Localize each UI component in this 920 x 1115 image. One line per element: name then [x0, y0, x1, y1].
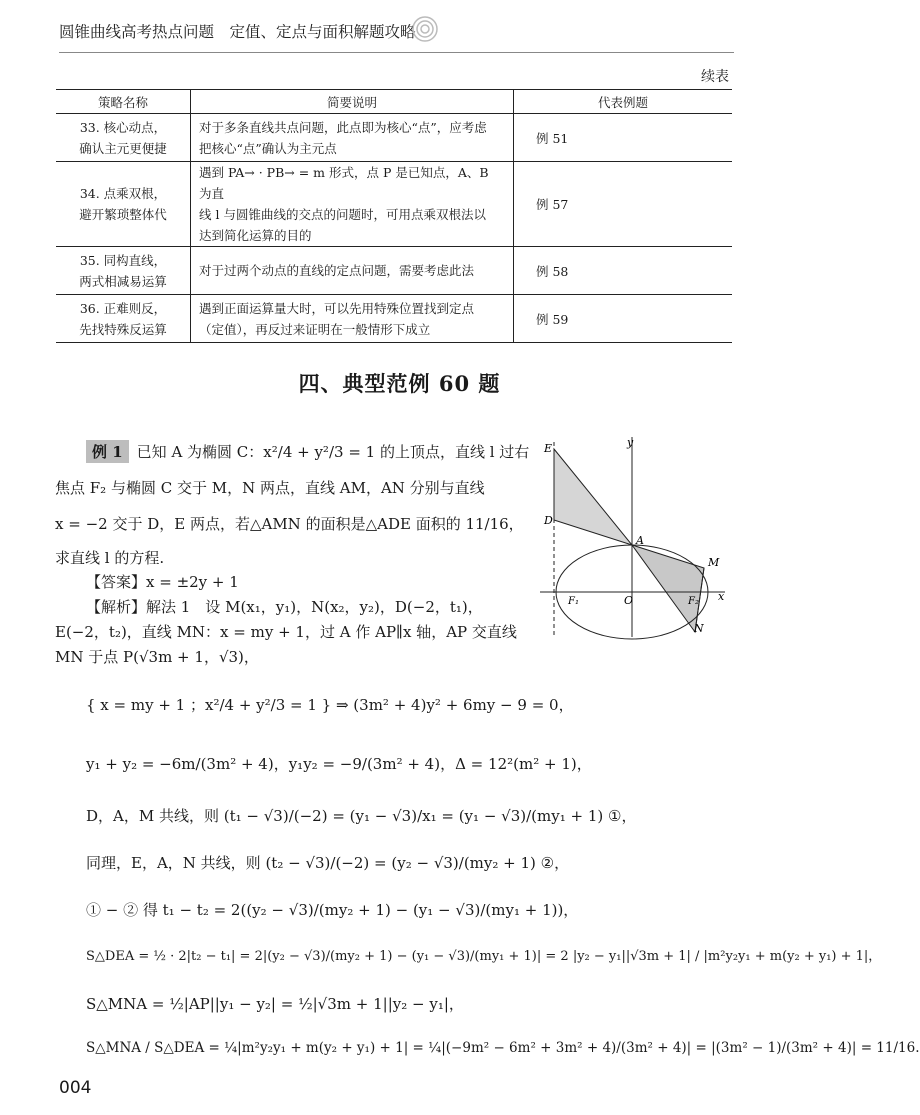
label-a: A [636, 534, 644, 547]
strategy-example: 例 59 [514, 295, 733, 343]
strategy-name: 34. 点乘双根， 避开繁琐整体代 [56, 162, 191, 247]
table-continued-label: 续表 [701, 69, 729, 85]
col-header-description: 简要说明 [191, 90, 514, 114]
strategy-desc: 对于多条直线共点问题，此点即为核心“点”，应考虑 把核心“点”确认为主元点 [191, 114, 514, 162]
triangle-ade [554, 449, 632, 545]
strategy-desc: 遇到 PA→ · PB→ = m 形式，点 P 是已知点，A、B 为直 线 l 与圆锥曲线的交点的问题时，可用点乘双根法以 达到简化运算的目的 [191, 162, 514, 247]
header-rule [59, 52, 734, 53]
col-header-strategy: 策略名称 [56, 90, 191, 114]
table-row [56, 247, 732, 295]
triangle-amn [632, 545, 704, 632]
table-row [56, 162, 732, 247]
label-n: N [694, 622, 704, 635]
solution-line: E(−2，t₂)，直线 MN：x = my + 1，过 A 作 AP∥x 轴，AP 交直线 [55, 623, 517, 641]
answer-line: 【答案】x = ±2y + 1 [86, 573, 239, 591]
label-y: y [627, 436, 634, 449]
col-header-example: 代表例题 [514, 90, 733, 114]
strategy-table [56, 89, 732, 343]
strategy-name: 35. 同构直线， 两式相减易运算 [56, 247, 191, 295]
strategy-desc: 对于过两个动点的直线的定点问题，需要考虑此法 [191, 247, 514, 295]
label-d: D [544, 514, 553, 527]
solution-line: S△MNA / S△DEA = ¼|m²y₂y₁ + m(y₂ + y₁) + 1| = ¼|(−9m² − 6m² + 3m² + 4)/(3m² + 4)| = |(3m² − 1)/(3m² + 4)| = 11/16. [86, 1040, 920, 1056]
section-title: 四、典型范例 60 题 [298, 371, 501, 396]
solution-line: 同理，E，A，N 共线，则 (t₂ − √3)/(−2) = (y₂ − √3)/(my₂ + 1) ②， [86, 854, 570, 872]
solution-line: { x = my + 1 ；x²/4 + y²/3 = 1 } ⇒ (3m² + 4)y² + 6my − 9 = 0， [86, 696, 574, 714]
ellipse-figure [530, 432, 740, 642]
spiral-logo-icon [408, 14, 442, 44]
solution-line: S△MNA = ½|AP||y₁ − y₂| = ½|√3m + 1||y₂ − y₁|， [86, 995, 464, 1013]
strategy-desc: 遇到正面运算量大时，可以先用特殊位置找到定点 （定值），再反过来证明在一般情形下成立 [191, 295, 514, 343]
strategy-name: 33. 核心动点， 确认主元更便捷 [56, 114, 191, 162]
label-f2: F₂ [688, 596, 699, 607]
problem-line: x = −2 交于 D，E 两点，若△AMN 的面积是△ADE 面积的 11/16， [55, 515, 524, 533]
example-tag: 例 1 [86, 440, 129, 463]
page-number: 004 [59, 1078, 92, 1098]
problem-line: 例 1 已知 A 为椭圆 C：x²/4 + y²/3 = 1 的上顶点，直线 l 过右 [86, 440, 529, 463]
problem-line: 求直线 l 的方程. [55, 549, 165, 567]
problem-line: 焦点 F₂ 与椭圆 C 交于 M，N 两点，直线 AM，AN 分别与直线 [55, 479, 485, 497]
strategy-example: 例 51 [514, 114, 733, 162]
strategy-example: 例 58 [514, 247, 733, 295]
solution-line: S△DEA = ½ · 2|t₂ − t₁| = 2|(y₂ − √3)/(my₂ + 1) − (y₁ − √3)/(my₁ + 1)| = 2 |y₂ − y₁||√3m + 1| / |m²y₂y₁ + m(y₂ + y₁) + 1|， [86, 949, 882, 964]
solution-line: MN 于点 P(√3m + 1，√3)， [55, 648, 259, 666]
table-row [56, 114, 732, 162]
solution-line: y₁ + y₂ = −6m/(3m² + 4)，y₁y₂ = −9/(3m² + 4)，Δ = 12²(m² + 1)， [86, 755, 592, 773]
strategy-name: 36. 正难则反， 先找特殊反运算 [56, 295, 191, 343]
label-o: O [624, 594, 634, 607]
label-e: E [544, 442, 553, 455]
table-row [56, 295, 732, 343]
label-x: x [718, 590, 725, 603]
label-f1: F₁ [568, 596, 579, 607]
table-header-row [56, 90, 732, 114]
running-header: 圆锥曲线高考热点问题 定值、定点与面积解题攻略 [59, 23, 416, 41]
solution-line: D，A，M 共线，则 (t₁ − √3)/(−2) = (y₁ − √3)/x₁ = (y₁ − √3)/(my₁ + 1) ①， [86, 807, 637, 825]
solution-line: ① − ② 得 t₁ − t₂ = 2((y₂ − √3)/(my₂ + 1) − (y₁ − √3)/(my₁ + 1))， [86, 901, 579, 919]
solution-line: 【解析】解法 1 设 M(x₁，y₁)，N(x₂，y₂)，D(−2，t₁)， [86, 598, 483, 616]
strategy-example: 例 57 [514, 162, 733, 247]
label-m: M [708, 556, 720, 569]
